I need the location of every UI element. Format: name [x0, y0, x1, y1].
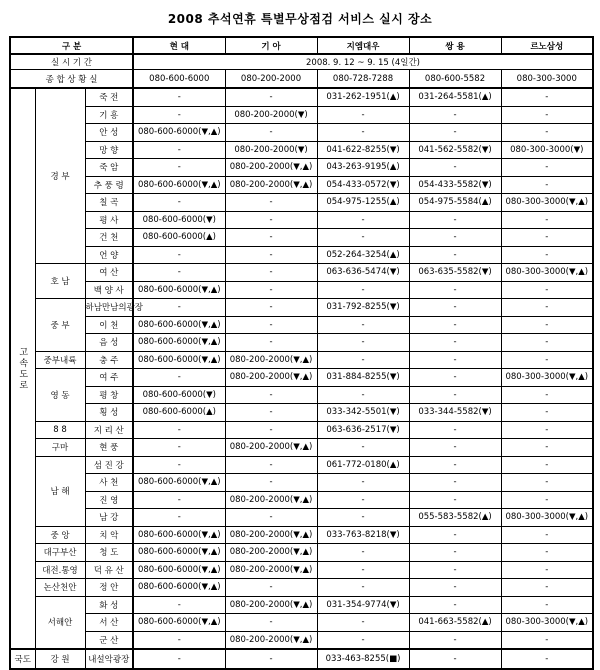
phone-cell: 080-200-2000(▼,▲)	[225, 439, 317, 457]
header-brand: 현 대	[133, 37, 225, 54]
phone-cell: 080-200-2000(▼,▲)	[225, 176, 317, 194]
rest-area-name: 횡 성	[85, 404, 133, 422]
phone-cell: 080-600-6000(▼)	[133, 211, 225, 229]
phone-cell: 080-600-6000(▼,▲)	[133, 579, 225, 597]
phone-cell: 080-600-6000(▼)	[133, 386, 225, 404]
route-name: 구마	[35, 439, 85, 457]
phone-cell: 061-772-0180(▲)	[317, 456, 409, 474]
table-row	[10, 561, 593, 579]
phone-cell: 043-263-9195(▲)	[317, 159, 409, 177]
phone-cell: 041-562-5582(▼)	[409, 141, 501, 159]
phone-cell: -	[409, 631, 501, 649]
table-row	[10, 299, 593, 317]
phone-cell: -	[409, 386, 501, 404]
phone-cell: -	[409, 439, 501, 457]
table-row	[10, 474, 593, 492]
highway-label: 고속도로	[10, 88, 35, 649]
phone-cell: 080-600-6000(▼,▲)	[133, 281, 225, 299]
phone-cell: -	[409, 229, 501, 247]
header-brand: 르노삼성	[501, 37, 593, 54]
route-name: 서해안	[35, 596, 85, 649]
phone-cell: -	[225, 264, 317, 282]
phone-cell: 080-600-6000(▼,▲)	[133, 334, 225, 352]
route-name: 논산천안	[35, 579, 85, 597]
table-row	[10, 579, 593, 597]
table-row	[10, 526, 593, 544]
phone-cell: -	[409, 281, 501, 299]
phone-cell: -	[501, 649, 593, 669]
table-row	[10, 316, 593, 334]
period-label: 실 시 기 간	[10, 54, 133, 70]
route-name: 영 동	[35, 369, 85, 422]
phone-cell: -	[317, 211, 409, 229]
table-row	[10, 229, 593, 247]
phone-cell: -	[317, 334, 409, 352]
route-name: 중 부	[35, 299, 85, 352]
phone-cell: -	[409, 579, 501, 597]
phone-cell: -	[133, 421, 225, 439]
route-name: 중부내륙	[35, 351, 85, 369]
rest-area-name: 추 풍 령	[85, 176, 133, 194]
phone-cell: -	[225, 211, 317, 229]
phone-cell: -	[501, 456, 593, 474]
phone-cell: -	[409, 246, 501, 264]
phone-cell: -	[501, 106, 593, 124]
phone-cell: -	[409, 211, 501, 229]
phone-cell: -	[409, 369, 501, 387]
phone-cell: -	[317, 579, 409, 597]
route-name: 남 해	[35, 456, 85, 526]
phone-cell: 054-433-0572(▼)	[317, 176, 409, 194]
rest-area-name: 화 성	[85, 596, 133, 614]
table-row	[10, 369, 593, 387]
rest-area-name: 치 악	[85, 526, 133, 544]
phone-cell: 063-636-5474(▼)	[317, 264, 409, 282]
table-row	[10, 281, 593, 299]
phone-cell: -	[225, 649, 317, 669]
route-name: 호 남	[35, 264, 85, 299]
control-center-number: 080-600-5582	[409, 70, 501, 89]
phone-cell: -	[225, 474, 317, 492]
phone-cell: -	[317, 386, 409, 404]
phone-cell: -	[409, 334, 501, 352]
phone-cell: -	[225, 579, 317, 597]
phone-cell: -	[409, 596, 501, 614]
header-row	[10, 37, 593, 54]
rest-area-name: 군 산	[85, 631, 133, 649]
national-road-row	[10, 649, 593, 669]
phone-cell: -	[501, 281, 593, 299]
phone-cell: 063-635-5582(▼)	[409, 264, 501, 282]
phone-cell: -	[133, 264, 225, 282]
phone-cell: 080-300-3000(▼,▲)	[501, 369, 593, 387]
phone-cell: 033-342-5501(▼)	[317, 404, 409, 422]
rest-area-name: 청 도	[85, 544, 133, 562]
phone-cell: 054-975-1255(▲)	[317, 194, 409, 212]
phone-cell: -	[225, 334, 317, 352]
phone-cell: -	[501, 88, 593, 106]
table-row	[10, 246, 593, 264]
phone-cell: -	[501, 159, 593, 177]
phone-cell: -	[501, 439, 593, 457]
phone-cell: -	[133, 141, 225, 159]
table-row	[10, 404, 593, 422]
phone-cell: -	[501, 229, 593, 247]
phone-cell: 080-600-6000(▼,▲)	[133, 176, 225, 194]
table-row	[10, 211, 593, 229]
rest-area-name: 정 안	[85, 579, 133, 597]
rest-area-name: 기 흥	[85, 106, 133, 124]
table-row	[10, 194, 593, 212]
phone-cell: -	[501, 124, 593, 142]
phone-cell: 080-200-2000(▼)	[225, 141, 317, 159]
phone-cell: -	[133, 246, 225, 264]
phone-cell: 041-663-5582(▲)	[409, 614, 501, 632]
table-row	[10, 351, 593, 369]
phone-cell: -	[133, 88, 225, 106]
rest-area-name: 평 사	[85, 211, 133, 229]
phone-cell: 080-200-2000(▼,▲)	[225, 159, 317, 177]
control-center-number: 080-600-6000	[133, 70, 225, 89]
phone-cell: 080-600-6000(▼,▲)	[133, 474, 225, 492]
control-center-number: 080-200-2000	[225, 70, 317, 89]
table-row	[10, 88, 593, 106]
phone-cell: -	[317, 281, 409, 299]
phone-cell: -	[317, 631, 409, 649]
table-row	[10, 141, 593, 159]
phone-cell: 080-200-2000(▼,▲)	[225, 491, 317, 509]
phone-cell: -	[225, 316, 317, 334]
rest-area-name: 사 천	[85, 474, 133, 492]
phone-cell: -	[409, 159, 501, 177]
phone-cell: -	[225, 246, 317, 264]
national-road-group: 강 원	[35, 649, 85, 669]
phone-cell: -	[409, 351, 501, 369]
phone-cell: 033-344-5582(▼)	[409, 404, 501, 422]
phone-cell: 080-300-3000(▼)	[501, 141, 593, 159]
phone-cell: -	[501, 526, 593, 544]
phone-cell: -	[133, 491, 225, 509]
phone-cell: -	[501, 421, 593, 439]
phone-cell: -	[133, 159, 225, 177]
phone-cell: 080-300-3000(▼,▲)	[501, 509, 593, 527]
rest-area-name: 죽 전	[85, 88, 133, 106]
table-row	[10, 106, 593, 124]
phone-cell: -	[225, 456, 317, 474]
phone-cell: -	[133, 631, 225, 649]
phone-cell: -	[133, 649, 225, 669]
phone-cell: 080-200-2000(▼,▲)	[225, 369, 317, 387]
phone-cell: -	[133, 596, 225, 614]
rest-area-name: 평 창	[85, 386, 133, 404]
table-row	[10, 124, 593, 142]
national-road-label: 국도	[10, 649, 35, 669]
phone-cell: -	[133, 194, 225, 212]
rest-area-name: 망 향	[85, 141, 133, 159]
phone-cell: 054-433-5582(▼)	[409, 176, 501, 194]
service-location-table	[9, 36, 594, 670]
table-row	[10, 264, 593, 282]
phone-cell: 031-884-8255(▼)	[317, 369, 409, 387]
phone-cell: -	[501, 351, 593, 369]
phone-cell: -	[225, 299, 317, 317]
table-row	[10, 176, 593, 194]
table-row	[10, 456, 593, 474]
rest-area-name: 서 산	[85, 614, 133, 632]
phone-cell: -	[317, 614, 409, 632]
phone-cell: -	[501, 211, 593, 229]
rest-area-name: 음 성	[85, 334, 133, 352]
route-name: 중 앙	[35, 526, 85, 544]
control-center-label: 종 합 상 황 실	[10, 70, 133, 89]
table-row	[10, 439, 593, 457]
header-brand: 기 아	[225, 37, 317, 54]
phone-cell: -	[317, 544, 409, 562]
phone-cell: -	[501, 474, 593, 492]
phone-cell: -	[133, 106, 225, 124]
header-category: 구 분	[10, 37, 133, 54]
phone-cell: -	[317, 509, 409, 527]
phone-cell: -	[409, 421, 501, 439]
phone-cell: -	[225, 229, 317, 247]
phone-cell: 041-622-8255(▼)	[317, 141, 409, 159]
control-center-number: 080-300-3000	[501, 70, 593, 89]
table-row	[10, 421, 593, 439]
phone-cell: -	[409, 544, 501, 562]
rest-area-name: 남 강	[85, 509, 133, 527]
period-row	[10, 54, 593, 70]
phone-cell: 063-636-2517(▼)	[317, 421, 409, 439]
phone-cell: -	[133, 509, 225, 527]
phone-cell: -	[317, 491, 409, 509]
phone-cell: -	[225, 281, 317, 299]
phone-cell: -	[317, 124, 409, 142]
phone-cell: 080-300-3000(▼,▲)	[501, 194, 593, 212]
phone-cell: -	[409, 474, 501, 492]
phone-cell: -	[225, 614, 317, 632]
rest-area-name: 백 양 사	[85, 281, 133, 299]
rest-area-name: 지 리 산	[85, 421, 133, 439]
table-row	[10, 386, 593, 404]
phone-cell: -	[225, 124, 317, 142]
route-name: 대전.통영	[35, 561, 85, 579]
header-brand: 쌍 용	[409, 37, 501, 54]
phone-cell: -	[409, 456, 501, 474]
rest-area-name: 이 천	[85, 316, 133, 334]
phone-cell: -	[409, 106, 501, 124]
phone-cell: 080-600-6000(▼,▲)	[133, 526, 225, 544]
phone-cell: -	[501, 386, 593, 404]
phone-cell: -	[317, 106, 409, 124]
phone-cell: 080-600-6000(▼,▲)	[133, 316, 225, 334]
page-title: 2008 추석연휴 특별무상점검 서비스 실시 장소	[167, 12, 433, 26]
phone-cell: -	[501, 334, 593, 352]
phone-cell: -	[225, 88, 317, 106]
period-value: 2008. 9. 12 ~ 9. 15 (4일간)	[133, 54, 593, 70]
phone-cell: -	[501, 579, 593, 597]
phone-cell: 080-600-6000(▲)	[133, 404, 225, 422]
phone-cell: 052-264-3254(▲)	[317, 246, 409, 264]
rest-area-name: 진 영	[85, 491, 133, 509]
table-row	[10, 544, 593, 562]
table-row	[10, 491, 593, 509]
phone-cell: 080-200-2000(▼,▲)	[225, 544, 317, 562]
table-row	[10, 334, 593, 352]
phone-cell: 080-600-6000(▲)	[133, 229, 225, 247]
table-row	[10, 631, 593, 649]
phone-cell: -	[225, 404, 317, 422]
phone-cell: 080-600-6000(▼,▲)	[133, 351, 225, 369]
phone-cell: -	[501, 316, 593, 334]
route-name: 대구부산	[35, 544, 85, 562]
phone-cell: 080-300-3000(▼,▲)	[501, 264, 593, 282]
phone-cell: 080-200-2000(▼,▲)	[225, 596, 317, 614]
phone-cell: 080-600-6000(▼,▲)	[133, 561, 225, 579]
phone-cell: -	[501, 176, 593, 194]
rest-area-name: 건 천	[85, 229, 133, 247]
phone-cell: 031-354-9774(▼)	[317, 596, 409, 614]
phone-cell: -	[317, 229, 409, 247]
control-center-number: 080-728-7288	[317, 70, 409, 89]
phone-cell: -	[317, 561, 409, 579]
phone-cell: 080-300-3000(▼,▲)	[501, 614, 593, 632]
route-name: 경 부	[35, 88, 85, 264]
route-name: 8 8	[35, 421, 85, 439]
rest-area-name: 덕 유 산	[85, 561, 133, 579]
rest-area-name: 여 주	[85, 369, 133, 387]
table-row	[10, 509, 593, 527]
control-center-row	[10, 70, 593, 89]
phone-cell: -	[225, 509, 317, 527]
phone-cell: -	[501, 561, 593, 579]
phone-cell: -	[317, 351, 409, 369]
phone-cell: 080-600-6000(▼,▲)	[133, 614, 225, 632]
rest-area-name: 여 산	[85, 264, 133, 282]
phone-cell: 033-763-8218(▼)	[317, 526, 409, 544]
phone-cell: -	[225, 421, 317, 439]
phone-cell: -	[501, 246, 593, 264]
phone-cell: -	[501, 491, 593, 509]
phone-cell: 055-583-5582(▲)	[409, 509, 501, 527]
rest-area-name: 내설악광장	[85, 649, 133, 669]
phone-cell: -	[225, 386, 317, 404]
phone-cell: 080-200-2000(▼,▲)	[225, 631, 317, 649]
phone-cell: -	[501, 596, 593, 614]
phone-cell: -	[409, 649, 501, 669]
phone-cell: 080-200-2000(▼)	[225, 106, 317, 124]
phone-cell: -	[409, 124, 501, 142]
phone-cell: -	[409, 299, 501, 317]
rest-area-name: 하남만남의광장	[85, 299, 133, 317]
phone-cell: 080-200-2000(▼,▲)	[225, 561, 317, 579]
rest-area-name: 죽 암	[85, 159, 133, 177]
phone-cell: -	[317, 316, 409, 334]
phone-cell: -	[133, 439, 225, 457]
phone-cell: -	[225, 194, 317, 212]
phone-cell: -	[317, 474, 409, 492]
phone-cell: -	[409, 491, 501, 509]
table-row	[10, 596, 593, 614]
phone-cell: -	[501, 631, 593, 649]
phone-cell: 080-200-2000(▼,▲)	[225, 351, 317, 369]
phone-cell: -	[409, 316, 501, 334]
phone-cell: -	[409, 561, 501, 579]
table-row	[10, 159, 593, 177]
phone-cell: 080-600-6000(▼,▲)	[133, 544, 225, 562]
phone-cell: -	[501, 544, 593, 562]
phone-cell: 054-975-5584(▲)	[409, 194, 501, 212]
rest-area-name: 현 풍	[85, 439, 133, 457]
phone-cell: -	[409, 526, 501, 544]
rest-area-name: 안 성	[85, 124, 133, 142]
phone-cell: 031-264-5581(▲)	[409, 88, 501, 106]
phone-cell: 031-792-8255(▼)	[317, 299, 409, 317]
phone-cell: 033-463-8255(■)	[317, 649, 409, 669]
table-row	[10, 614, 593, 632]
phone-cell: 080-600-6000(▼,▲)	[133, 124, 225, 142]
phone-cell: 031-262-1951(▲)	[317, 88, 409, 106]
header-brand: 지엠대우	[317, 37, 409, 54]
phone-cell: -	[501, 299, 593, 317]
phone-cell: -	[317, 439, 409, 457]
rest-area-name: 섬 진 강	[85, 456, 133, 474]
phone-cell: 080-200-2000(▼,▲)	[225, 526, 317, 544]
rest-area-name: 충 주	[85, 351, 133, 369]
phone-cell: -	[501, 404, 593, 422]
rest-area-name: 언 양	[85, 246, 133, 264]
phone-cell: -	[133, 369, 225, 387]
phone-cell: -	[133, 299, 225, 317]
rest-area-name: 칠 곡	[85, 194, 133, 212]
phone-cell: -	[133, 456, 225, 474]
